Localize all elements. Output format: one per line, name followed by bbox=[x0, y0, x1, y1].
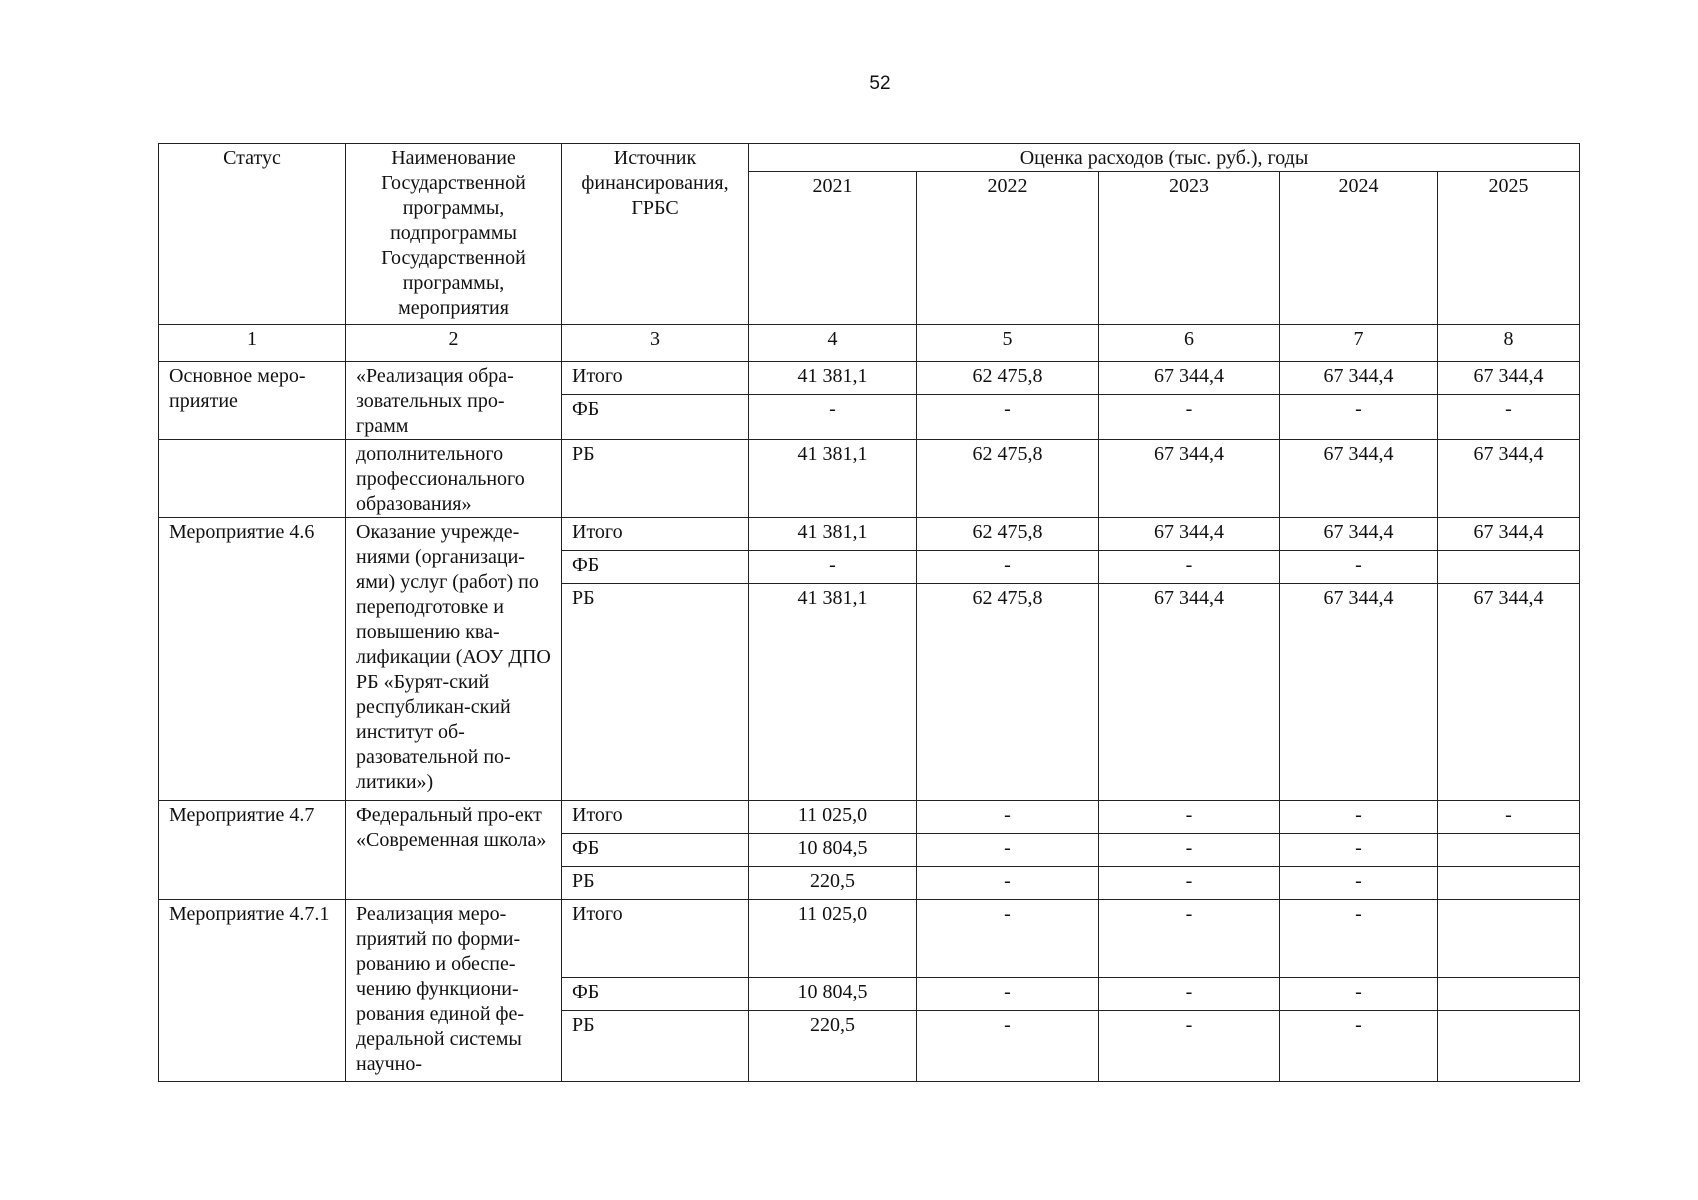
row-value: - bbox=[917, 1011, 1099, 1082]
header-cost-estimate: Оценка расходов (тыс. руб.), годы bbox=[749, 144, 1580, 172]
row-source: РБ bbox=[562, 867, 749, 900]
row-value bbox=[1438, 978, 1580, 1011]
row-value: 41 381,1 bbox=[749, 440, 917, 518]
row-value: 67 344,4 bbox=[1099, 584, 1280, 801]
row-value: - bbox=[1280, 551, 1438, 584]
row-source: ФБ bbox=[562, 978, 749, 1011]
row-source: ФБ bbox=[562, 395, 749, 440]
row-source: Итого bbox=[562, 518, 749, 551]
row-value: - bbox=[1280, 1011, 1438, 1082]
row-value: 67 344,4 bbox=[1438, 362, 1580, 395]
row-value: 11 025,0 bbox=[749, 801, 917, 834]
row-value bbox=[1438, 900, 1580, 978]
row-value bbox=[1438, 867, 1580, 900]
row-value: 10 804,5 bbox=[749, 978, 917, 1011]
row-status bbox=[159, 440, 346, 518]
column-number: 1 bbox=[159, 325, 346, 362]
row-source: ФБ bbox=[562, 834, 749, 867]
row-value: - bbox=[1280, 900, 1438, 978]
row-value: 67 344,4 bbox=[1438, 518, 1580, 551]
column-number: 3 bbox=[562, 325, 749, 362]
row-value: 41 381,1 bbox=[749, 362, 917, 395]
column-number: 2 bbox=[346, 325, 562, 362]
header-status: Статус bbox=[159, 144, 346, 325]
row-value: - bbox=[1099, 551, 1280, 584]
row-value: - bbox=[1280, 801, 1438, 834]
row-value: - bbox=[749, 551, 917, 584]
row-source: РБ bbox=[562, 440, 749, 518]
row-value: 11 025,0 bbox=[749, 900, 917, 978]
row-source: Итого bbox=[562, 900, 749, 978]
row-value: 62 475,8 bbox=[917, 440, 1099, 518]
row-value: - bbox=[1280, 978, 1438, 1011]
row-value: 67 344,4 bbox=[1099, 440, 1280, 518]
row-value: - bbox=[1099, 395, 1280, 440]
row-value: 67 344,4 bbox=[1280, 440, 1438, 518]
row-value: - bbox=[1099, 978, 1280, 1011]
header-year: 2024 bbox=[1280, 172, 1438, 325]
column-number: 7 bbox=[1280, 325, 1438, 362]
row-value: - bbox=[1099, 834, 1280, 867]
row-value: 67 344,4 bbox=[1280, 518, 1438, 551]
row-value: 220,5 bbox=[749, 867, 917, 900]
row-source: ФБ bbox=[562, 551, 749, 584]
row-value: 220,5 bbox=[749, 1011, 917, 1082]
row-value: 67 344,4 bbox=[1280, 362, 1438, 395]
row-source: РБ bbox=[562, 584, 749, 801]
row-value: 10 804,5 bbox=[749, 834, 917, 867]
row-value bbox=[1438, 1011, 1580, 1082]
row-value: - bbox=[917, 978, 1099, 1011]
column-number: 5 bbox=[917, 325, 1099, 362]
table-row bbox=[159, 801, 1580, 834]
header-year: 2025 bbox=[1438, 172, 1580, 325]
table-row bbox=[159, 900, 1580, 978]
row-status: Мероприятие 4.7 bbox=[159, 801, 346, 900]
row-value: - bbox=[1099, 1011, 1280, 1082]
row-value: - bbox=[1099, 900, 1280, 978]
header-year: 2021 bbox=[749, 172, 917, 325]
row-value: 67 344,4 bbox=[1099, 362, 1280, 395]
row-value: - bbox=[917, 834, 1099, 867]
row-value: 67 344,4 bbox=[1438, 584, 1580, 801]
row-name: дополнительного профессионального образования» bbox=[346, 440, 562, 518]
row-value: 41 381,1 bbox=[749, 584, 917, 801]
header-source: Источник финансирования, ГРБС bbox=[562, 144, 749, 325]
budget-table bbox=[158, 143, 1580, 1082]
header-year: 2023 bbox=[1099, 172, 1280, 325]
row-value: 62 475,8 bbox=[917, 584, 1099, 801]
row-value: - bbox=[1099, 801, 1280, 834]
row-status: Мероприятие 4.6 bbox=[159, 518, 346, 801]
row-value: - bbox=[917, 801, 1099, 834]
row-value: - bbox=[1438, 801, 1580, 834]
row-value: 41 381,1 bbox=[749, 518, 917, 551]
row-value: 67 344,4 bbox=[1438, 440, 1580, 518]
row-source: Итого bbox=[562, 362, 749, 395]
row-source: РБ bbox=[562, 1011, 749, 1082]
row-value: 62 475,8 bbox=[917, 518, 1099, 551]
table-row bbox=[159, 518, 1580, 551]
row-value: - bbox=[1099, 867, 1280, 900]
row-value: 67 344,4 bbox=[1099, 518, 1280, 551]
row-value: - bbox=[1280, 395, 1438, 440]
column-number: 6 bbox=[1099, 325, 1280, 362]
row-name: «Реализация обра-зовательных про-грамм bbox=[346, 362, 562, 440]
row-value: 67 344,4 bbox=[1280, 584, 1438, 801]
row-value: - bbox=[1438, 395, 1580, 440]
header-year: 2022 bbox=[917, 172, 1099, 325]
column-number: 8 bbox=[1438, 325, 1580, 362]
row-value: - bbox=[917, 551, 1099, 584]
row-value: - bbox=[1280, 834, 1438, 867]
page-number: 52 bbox=[869, 73, 891, 94]
row-value bbox=[1438, 834, 1580, 867]
row-value: 62 475,8 bbox=[917, 362, 1099, 395]
row-value bbox=[1438, 551, 1580, 584]
table-row bbox=[159, 440, 1580, 518]
row-name: Реализация меро-приятий по форми-рованию и обеспе-чению функциони-рования единой фе-деральной системы научно- bbox=[346, 900, 562, 1082]
row-value: - bbox=[749, 395, 917, 440]
row-source: Итого bbox=[562, 801, 749, 834]
row-name: Федеральный про-ект «Современная школа» bbox=[346, 801, 562, 900]
table-row bbox=[159, 362, 1580, 395]
row-value: - bbox=[1280, 867, 1438, 900]
column-number-row bbox=[159, 325, 1580, 362]
row-value: - bbox=[917, 900, 1099, 978]
column-number: 4 bbox=[749, 325, 917, 362]
row-value: - bbox=[917, 867, 1099, 900]
row-status: Основное меро-приятие bbox=[159, 362, 346, 440]
row-status: Мероприятие 4.7.1 bbox=[159, 900, 346, 1082]
row-name: Оказание учрежде-ниями (организаци-ями) услуг (работ) по переподготовке и повышению ква-лификации (АОУ ДПО РБ «Бурят-ский республикан-ский институт об-разовательной по-литики») bbox=[346, 518, 562, 801]
header-name: Наименование Государственной программы, подпрограммы Государственной программы, мероприятия bbox=[346, 144, 562, 325]
row-value: - bbox=[917, 395, 1099, 440]
